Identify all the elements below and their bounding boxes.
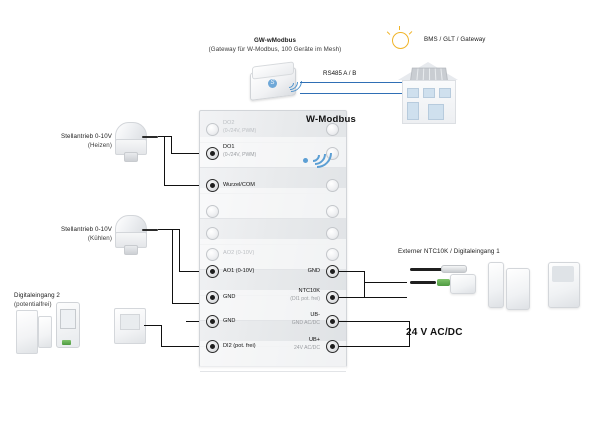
wire-heating-2 [164, 136, 165, 185]
terminal-label-gnd-a [223, 294, 235, 302]
wire-cooling-2 [172, 229, 173, 303]
terminal-label-gnd-a-name: GND [223, 294, 236, 300]
house-window [423, 88, 435, 98]
label-supply-voltage: 24 V AC/DC [406, 327, 463, 338]
label-actuator-cooling-title: Stellantrieb 0-10V [61, 226, 112, 233]
actuator-cable [142, 136, 158, 138]
terminal-port-ub-minus[interactable] [326, 315, 339, 328]
window-contact-right-a [488, 262, 504, 308]
terminal-label-do2-name: DO2 [223, 120, 235, 126]
room-sensor-connector [62, 340, 71, 345]
ntc-connector-green [437, 279, 450, 286]
ntc-cable [410, 268, 444, 271]
wire-di2-a [144, 325, 162, 326]
terminal-port-right-5[interactable] [326, 227, 339, 240]
terminal-label-wurzel-com-name: Wurzel/COM [223, 182, 255, 188]
actuator-neck [124, 245, 138, 255]
terminal-label-gnd-right [272, 268, 320, 276]
terminal-label-ntc10k [262, 288, 320, 303]
label-external-ntc: Externer NTC10K / Digitaleingang 1 [398, 248, 500, 255]
terminal-port-right-3[interactable] [326, 179, 339, 192]
terminal-port-di2[interactable] [206, 340, 219, 353]
terminal-port-right-6[interactable] [326, 248, 339, 261]
terminal-label-do2 [223, 120, 256, 135]
terminal-port-do1[interactable] [206, 147, 219, 160]
label-rs485: RS485 A / B [323, 70, 357, 77]
terminal-port-ub-plus[interactable] [326, 340, 339, 353]
terminal-port-empty-5[interactable] [206, 227, 219, 240]
sun-ray [409, 31, 413, 35]
ntc-probe-body [441, 265, 467, 273]
actuator-cable [142, 229, 158, 231]
terminal-port-wurzel-com[interactable] [206, 179, 219, 192]
label-bms: BMS / GLT / Gateway [424, 36, 486, 43]
ntc-cable-2 [410, 281, 436, 284]
sun-icon [392, 32, 409, 49]
terminal-label-ao1-name: AO1 (0-10V) [223, 268, 255, 274]
terminal-label-ao2-name: AO2 (0-10V) [223, 250, 255, 256]
terminal-label-ub-plus-name: UB+ [308, 337, 320, 343]
wire-ub-minus [339, 321, 410, 322]
terminal-port-ao1[interactable] [206, 265, 219, 278]
terminal-label-gnd-right-name: GND [307, 268, 320, 274]
wall-switch-rocker [120, 314, 140, 330]
window-contact-part-a [16, 310, 38, 354]
wire-cooling-1b [179, 229, 180, 271]
wifi-icon-large [300, 132, 334, 166]
terminal-label-gnd-b [223, 318, 235, 326]
terminal-label-di2 [223, 343, 256, 351]
house-window [407, 88, 419, 98]
actuator-cooling [112, 215, 148, 255]
wire-ntc-branch [364, 282, 407, 283]
wire-ub-plus [339, 346, 410, 347]
wire-ntc-gnd-1 [339, 271, 365, 272]
terminal-label-ao2 [223, 250, 254, 258]
window-contact-right-b [506, 268, 530, 310]
label-actuator-heating-title: Stellantrieb 0-10V [61, 133, 112, 140]
terminal-label-ub-minus [262, 312, 320, 327]
terminal-label-ntc10k-name: NTC10K [298, 288, 320, 294]
terminal-label-gnd-b-name: GND [223, 318, 236, 324]
sun-ray [399, 26, 400, 30]
terminal-label-ub-minus-sub: GND AC/DC [291, 319, 320, 326]
building-icon [398, 62, 458, 124]
terminal-label-wurzel-com [223, 182, 255, 190]
terminal-label-ntc10k-sub: (DI1 pot. frei) [290, 295, 320, 302]
label-actuator-cooling-sub: (Kühlen) [87, 234, 112, 242]
wire-ntc-signal [339, 297, 407, 298]
wire-heating-1 [158, 136, 172, 137]
label-digital-input-2-title: Digitaleingang 2 [14, 292, 60, 299]
label-gateway [205, 37, 345, 55]
terminal-label-do2-sub: (0-/24V, PWM) [223, 127, 257, 134]
gateway-device [248, 62, 302, 102]
house-door [407, 102, 419, 120]
terminal-label-ub-plus-sub: 24V AC/DC [293, 344, 320, 351]
label-gateway-title: GW-wModbus [253, 37, 297, 44]
terminal-label-di2-name: DI2 (pot. frei) [223, 343, 256, 349]
terminal-port-empty-4[interactable] [206, 205, 219, 218]
window-contact-part-b [38, 316, 52, 348]
house-window [428, 104, 444, 120]
label-wmodbus: W-Modbus [306, 114, 356, 125]
ntc-sensor-head [450, 274, 476, 294]
wire-di2-b [161, 325, 162, 346]
room-module-window [552, 266, 574, 282]
label-actuator-heating-sub: (Heizen) [87, 141, 112, 149]
gateway-logo: S [268, 79, 277, 88]
actuator-neck [124, 152, 138, 162]
terminal-label-do1-name: DO1 [223, 144, 235, 150]
terminal-port-right-4[interactable] [326, 205, 339, 218]
label-digital-input-2-sub: (potentialfrei) [14, 300, 52, 308]
terminal-port-do2[interactable] [206, 123, 219, 136]
terminal-label-do1 [223, 144, 256, 159]
house-window [439, 88, 451, 98]
label-gateway-subtitle: (Gateway für W-Modbus, 100 Geräte im Mesh) [208, 45, 342, 53]
wire-cooling-1 [158, 229, 180, 230]
terminal-port-gnd-b[interactable] [206, 315, 219, 328]
terminal-label-do1-sub: (0-/24V, PWM) [223, 151, 257, 158]
terminal-label-ub-plus [262, 337, 320, 352]
wire-heating-1b [171, 136, 172, 153]
terminal-port-gnd-right[interactable] [326, 265, 339, 278]
label-actuator-cooling [24, 226, 112, 244]
terminal-port-ao2[interactable] [206, 248, 219, 261]
wifi-arc-dot [303, 158, 308, 163]
terminal-label-ao1 [223, 268, 254, 276]
terminal-port-gnd-a[interactable] [206, 291, 219, 304]
room-sensor-display [60, 309, 76, 329]
sun-ray [387, 31, 391, 35]
label-actuator-heating [24, 133, 112, 151]
terminal-port-ntc10k[interactable] [326, 291, 339, 304]
terminal-label-ub-minus-name: UB- [310, 312, 320, 318]
wire-ntc-gnd-2 [364, 271, 365, 297]
actuator-heating [112, 122, 148, 162]
